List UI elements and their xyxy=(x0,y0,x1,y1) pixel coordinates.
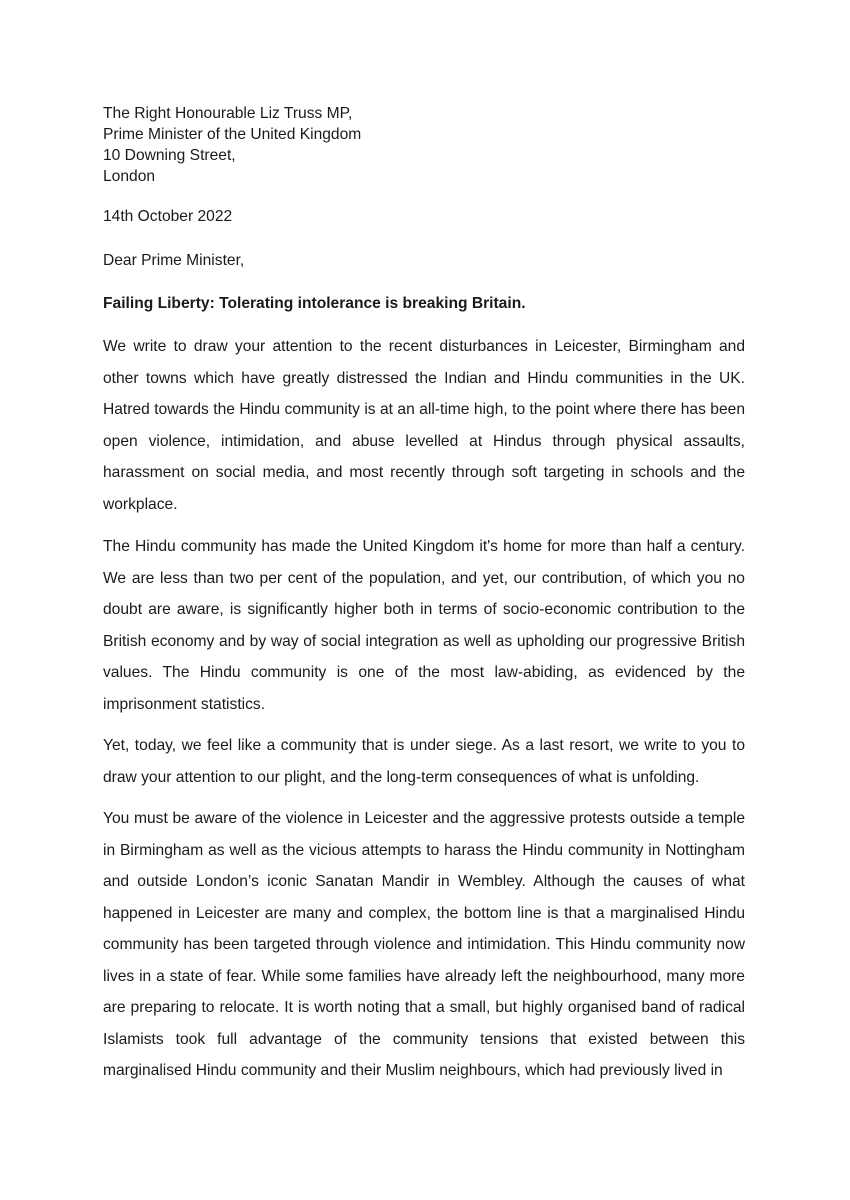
paragraph-1: We write to draw your attention to the recent disturbances in Leicester, Birmingham and other towns which have greatly distressed the Indian and Hindu communities in the UK. Hatred towards the Hindu community is at an all-time high, to the point where there has been open violence, intimidation, and abuse levelled at Hindus through physical assaults, harassment on social media, and most recently through soft targeting in schools and the workplace. xyxy=(103,338,745,513)
recipient-address xyxy=(103,103,361,187)
paragraph-4: You must be aware of the violence in Leicester and the aggressive protests outside a temple in Birmingham as well as the vicious attempts to harass the Hindu community in Nottingham and outside London’s iconic Sanatan Mandir in Wembley. Although the causes of what happened in Leicester are many and complex, the bottom line is that a marginalised Hindu community has been targeted through violence and intimidation. This Hindu community now lives in a state of fear. While some families have already left the neighbourhood, many more are preparing to relocate. It is worth noting that a small, but highly organised band of radical Islamists took full advantage of the community tensions that existed between this marginalised Hindu community and their Muslim neighbours, which had previously lived in xyxy=(103,810,745,1079)
salutation: Dear Prime Minister, xyxy=(103,252,245,269)
recipient-title: Prime Minister of the United Kingdom xyxy=(103,126,362,143)
recipient-name: The Right Honourable Liz Truss MP, xyxy=(103,105,353,122)
recipient-city: London xyxy=(103,168,156,185)
letter-subject: Failing Liberty: Tolerating intolerance is breaking Britain. xyxy=(103,295,526,312)
paragraph-3: Yet, today, we feel like a community that is under siege. As a last resort, we write to you to draw your attention to our plight, and the long-term consequences of what is unfolding. xyxy=(103,737,745,786)
paragraph-2: The Hindu community has made the United Kingdom it's home for more than half a century. We are less than two per cent of the population, and yet, our contribution, of which you no doubt are aware, is significantly higher both in terms of socio-economic contribution to the British economy and by way of social integration as well as upholding our progressive British values. The Hindu community is one of the most law-abiding, as evidenced by the imprisonment statistics. xyxy=(103,538,745,713)
recipient-street: 10 Downing Street, xyxy=(103,147,236,164)
letter-date: 14th October 2022 xyxy=(103,208,233,225)
